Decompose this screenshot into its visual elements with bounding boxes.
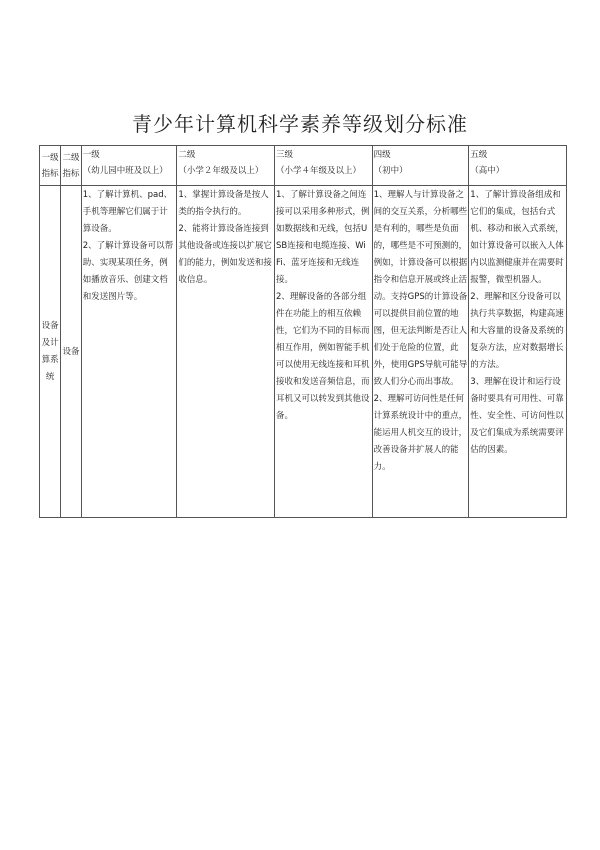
grade-4-name: 四级 — [373, 150, 391, 160]
header-grade-4 — [372, 146, 469, 186]
grade-3-cell — [274, 186, 372, 518]
grade-2-cell — [177, 186, 275, 518]
grade-2-name: 二级 — [178, 150, 196, 160]
grade-3-item-1: 1、了解计算设备之间连接可以采用多种形式，例如数据线和无线，包括USB连接和电缆连接、WiFi、蓝牙连接和无线连接。 — [275, 190, 370, 285]
grade-1-cell — [81, 186, 177, 518]
grade-5-item-2: 2、理解和区分设备可以执行共享数据，构建高速和大容量的设备及系统的复杂方法，应对数据增长的方法。 — [470, 292, 564, 370]
grade-5-name: 五级 — [470, 150, 488, 160]
header-grade-2 — [177, 146, 275, 186]
header-grade-3 — [274, 146, 372, 186]
header-row — [40, 146, 567, 186]
grade-4-item-2: 2、理解可访问性是任何计算系统设计中的重点，能运用人机交互的设计，改善设备并扩展人的能力。 — [373, 394, 468, 472]
header-level1-line1: 一级 — [41, 153, 59, 163]
grade-3-name: 三级 — [275, 150, 293, 160]
grade-2-item-1: 1、掌握计算设备是按人类的指令执行的。 — [178, 190, 269, 217]
grade-4-item-1: 1、理解人与计算设备之间的交互关系，分析哪些是有利的，哪些是负面的，哪些是不可预测的，例如，计算设备可以根据指令和信息开展或终止活动。支持GPS的计算设备可以提供目前位置的地图，但无法判断是否让人们处于危险的位置，此外，使用GPS导航可能导致人们分心而出事故。 — [373, 190, 468, 387]
grade-3-range: （小学４年级及以上） — [275, 166, 361, 176]
grade-1-name: 一级 — [82, 150, 100, 160]
header-level1-line2: 指标 — [41, 169, 59, 179]
header-level2-line2: 指标 — [62, 169, 80, 179]
header-level2-line1: 二级 — [62, 153, 80, 163]
grade-3-item-2: 2、理解设备的各部分组件在功能上的相互依赖性，它们为不同的目标而相互作用，例如智能手机可以使用无线连接和耳机接收和发送音频信息，而耳机又可以转发到其他设备。 — [275, 292, 370, 421]
header-level2-indicator — [61, 146, 81, 186]
grade-5-item-3: 3、理解在设计和运行设备时要具有可用性、可靠性、安全性、可访问性以及它们集成为系统需要评估的因素。 — [470, 377, 564, 455]
grade-1-range: （幼儿园中班及以上） — [82, 166, 168, 176]
header-grade-5 — [469, 146, 567, 186]
grade-2-item-2: 2、能将计算设备连接到其他设备或连接以扩展它们的能力，例如发送和接收信息。 — [178, 224, 272, 285]
header-grade-1 — [81, 146, 177, 186]
standards-table — [39, 145, 567, 518]
grade-5-cell — [469, 186, 567, 518]
level1-indicator-cell: 设备及计算系统 — [40, 186, 61, 518]
grade-5-range: （高中） — [470, 166, 505, 176]
grade-1-item-1: 1、了解计算机、pad、手机等理解它们属于计算设备。 — [82, 190, 173, 234]
document-title: 青少年计算机科学素养等级划分标准 — [132, 112, 468, 136]
level2-indicator-cell: 设备 — [61, 186, 81, 518]
grade-2-range: （小学２年级及以上） — [178, 166, 264, 176]
table-row — [40, 186, 567, 518]
header-level1-indicator — [40, 146, 61, 186]
grade-5-item-1: 1、了解计算设备组成和它们的集成，包括台式机、移动和嵌入式系统，如计算设备可以嵌入人体内以监测健康并在需要时报警，微型机器人。 — [470, 190, 564, 285]
grade-4-cell — [372, 186, 469, 518]
grade-4-range: （初中） — [373, 166, 408, 176]
grade-1-item-2: 2、了解计算设备可以帮助、实现某项任务，例如播放音乐、创建文档和发送图片等。 — [82, 241, 174, 302]
